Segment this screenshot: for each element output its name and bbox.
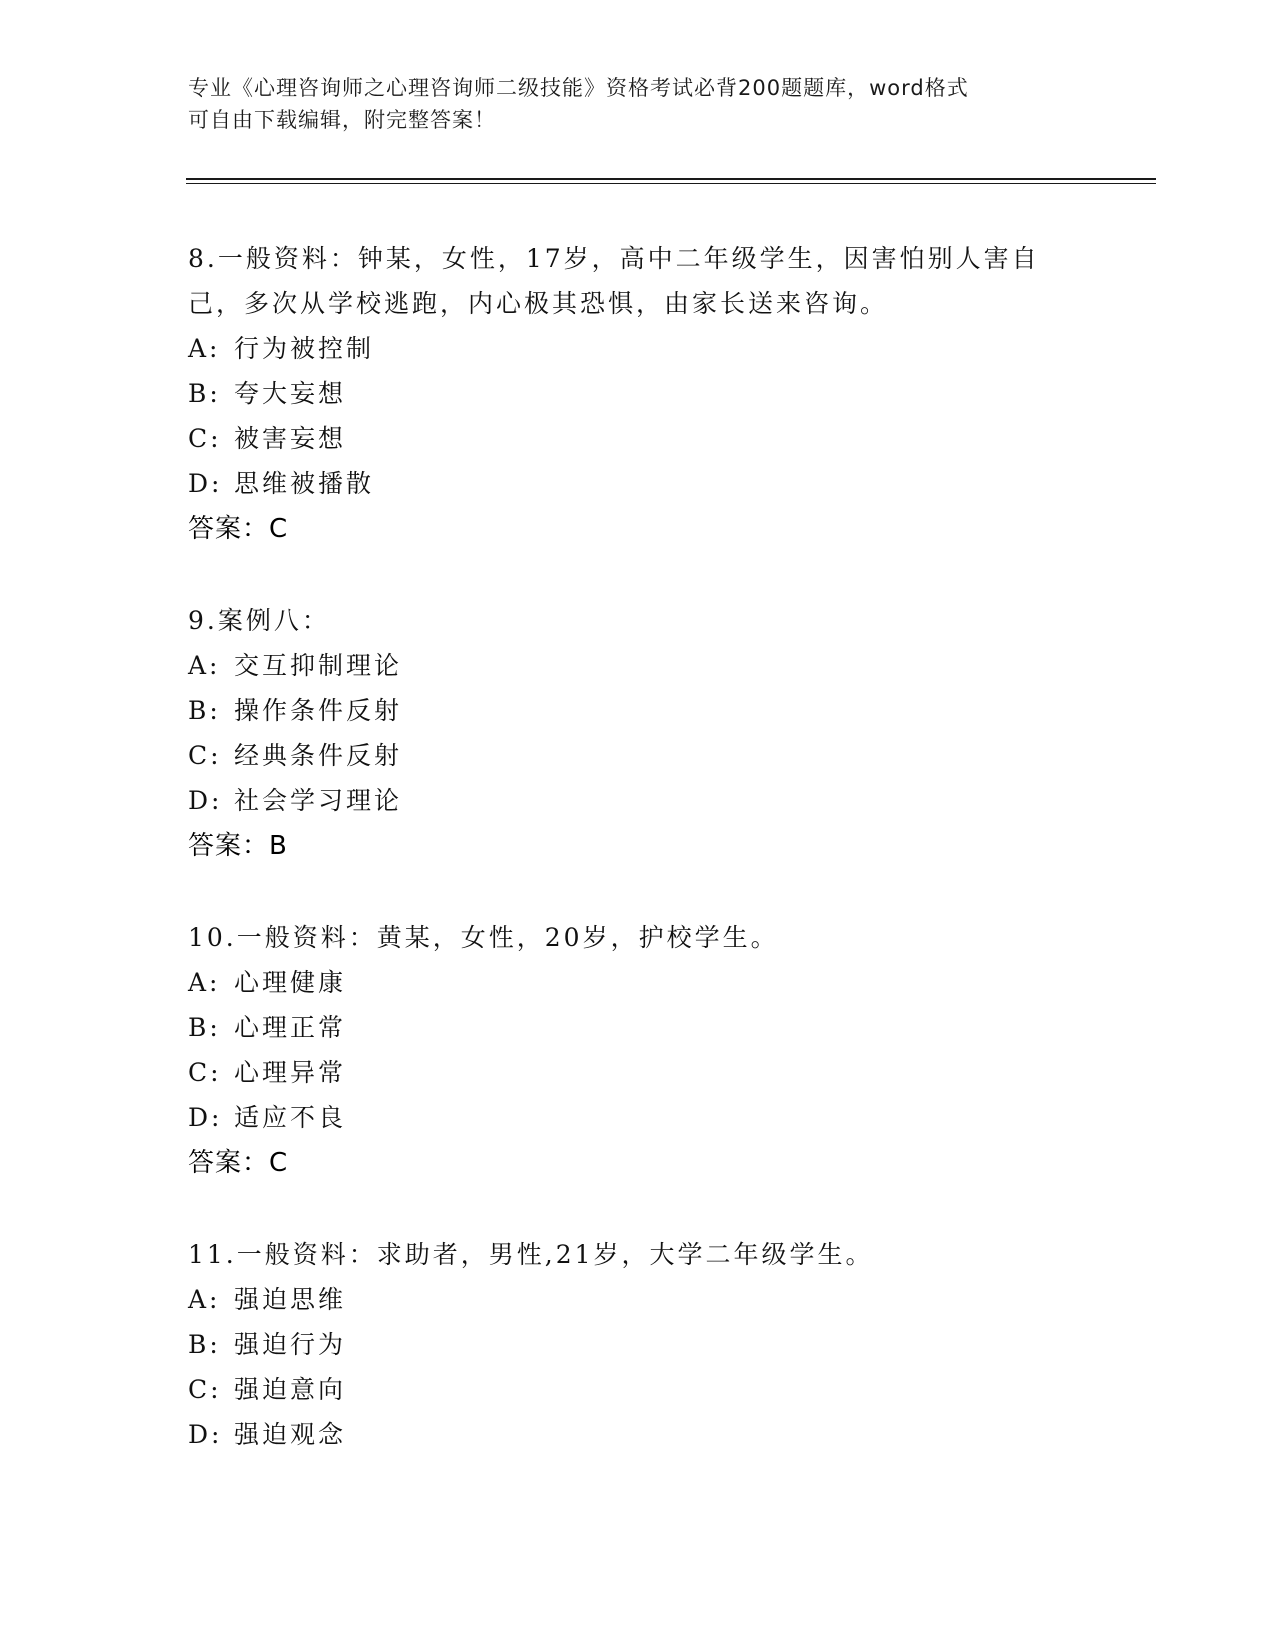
option-d bbox=[188, 461, 1088, 506]
header-divider-thin bbox=[186, 183, 1156, 184]
question-stem-line-2: 己，多次从学校逃跑，内心极其恐惧，由家长送来咨询。 bbox=[188, 289, 889, 318]
option-text: 经典条件反射 bbox=[234, 741, 403, 770]
question-stem-line-1: 8.一般资料：钟某，女性，17岁，高中二年级学生，因害怕别人害自 bbox=[188, 244, 1040, 273]
header-line-2: 可自由下载编辑，附完整答案！ bbox=[188, 108, 496, 132]
option-key: B: bbox=[188, 379, 221, 408]
answer: 答案：C bbox=[188, 1148, 289, 1178]
option-b bbox=[188, 688, 1088, 733]
option-text: 心理健康 bbox=[234, 968, 347, 997]
option-key: C: bbox=[188, 1058, 222, 1087]
question-stem-line-1: 9.案例八： bbox=[188, 606, 330, 635]
option-b bbox=[188, 1005, 1088, 1050]
option-key: A: bbox=[188, 968, 221, 997]
option-text: 交互抑制理论 bbox=[234, 651, 403, 680]
option-text: 行为被控制 bbox=[234, 334, 375, 363]
option-key: B: bbox=[188, 1330, 221, 1359]
option-key: C: bbox=[188, 424, 222, 453]
option-c bbox=[188, 416, 1088, 461]
document-header bbox=[188, 72, 1088, 136]
option-c bbox=[188, 733, 1088, 778]
option-text: 思维被播散 bbox=[234, 469, 375, 498]
question-8 bbox=[188, 236, 1088, 552]
question-list bbox=[188, 236, 1088, 1503]
option-text: 操作条件反射 bbox=[234, 696, 403, 725]
option-text: 夸大妄想 bbox=[234, 379, 347, 408]
option-text: 被害妄想 bbox=[234, 424, 347, 453]
option-text: 强迫行为 bbox=[234, 1330, 347, 1359]
option-key: D: bbox=[188, 786, 223, 815]
option-key: A: bbox=[188, 651, 221, 680]
option-text: 心理异常 bbox=[234, 1058, 347, 1087]
option-key: D: bbox=[188, 1103, 223, 1132]
option-key: B: bbox=[188, 1013, 221, 1042]
option-key: B: bbox=[188, 696, 221, 725]
option-key: A: bbox=[188, 334, 221, 363]
header-line-1: 专业《心理咨询师之心理咨询师二级技能》资格考试必背200题题库，word格式 bbox=[188, 76, 969, 100]
question-11 bbox=[188, 1232, 1088, 1457]
option-a bbox=[188, 1277, 1088, 1322]
option-text: 社会学习理论 bbox=[234, 786, 403, 815]
option-key: C: bbox=[188, 1375, 222, 1404]
question-stem-line-1: 10.一般资料：黄某，女性，20岁，护校学生。 bbox=[188, 923, 779, 952]
option-d bbox=[188, 1095, 1088, 1140]
option-text: 强迫观念 bbox=[234, 1420, 347, 1449]
question-9 bbox=[188, 598, 1088, 869]
option-a bbox=[188, 960, 1088, 1005]
option-d bbox=[188, 1412, 1088, 1457]
option-text: 强迫思维 bbox=[234, 1285, 347, 1314]
option-a bbox=[188, 326, 1088, 371]
option-text: 适应不良 bbox=[234, 1103, 347, 1132]
answer: 答案：B bbox=[188, 831, 288, 861]
option-text: 强迫意向 bbox=[234, 1375, 347, 1404]
header-divider-thick bbox=[186, 178, 1156, 180]
option-key: A: bbox=[188, 1285, 221, 1314]
option-b bbox=[188, 1322, 1088, 1367]
option-key: C: bbox=[188, 741, 222, 770]
option-a bbox=[188, 643, 1088, 688]
option-d bbox=[188, 778, 1088, 823]
option-key: D: bbox=[188, 1420, 223, 1449]
question-10 bbox=[188, 915, 1088, 1186]
answer: 答案：C bbox=[188, 514, 289, 544]
question-stem-line-1: 11.一般资料：求助者，男性,21岁，大学二年级学生。 bbox=[188, 1240, 874, 1269]
option-b bbox=[188, 371, 1088, 416]
option-text: 心理正常 bbox=[234, 1013, 347, 1042]
option-c bbox=[188, 1050, 1088, 1095]
option-c bbox=[188, 1367, 1088, 1412]
option-key: D: bbox=[188, 469, 223, 498]
